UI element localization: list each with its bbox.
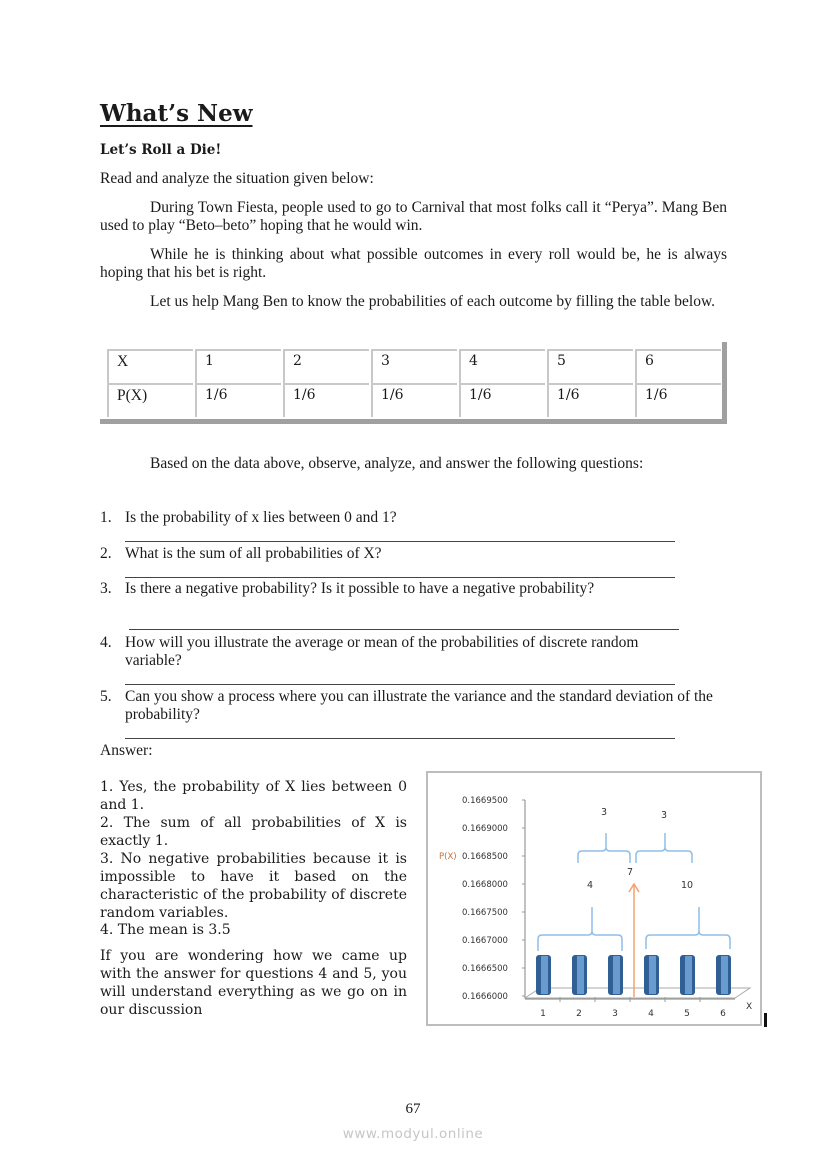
question-1: [100, 509, 730, 527]
question-text: Is there a negative probability? Is it possible to have a negative probability?: [125, 580, 595, 597]
y-tick: 0.1668000: [462, 880, 508, 890]
answer-blank-1[interactable]: [125, 541, 675, 542]
watermark: www.modyul.online: [342, 1126, 484, 1142]
answer-blank-2[interactable]: [125, 577, 675, 578]
y-axis-ticks: [462, 796, 508, 1002]
svg-text:5: 5: [684, 1009, 690, 1019]
table-cell: 1/6: [283, 383, 369, 417]
table-row-px: [107, 383, 723, 417]
table-cell: 4: [459, 349, 545, 383]
svg-text:2: 2: [576, 1009, 582, 1019]
activity-subtitle: Let’s Roll a Die!: [100, 142, 222, 158]
table-cell: 1/6: [635, 383, 721, 417]
paragraph-fiesta: During Town Fiesta, people used to go to Carnival that most folks call it “Perya”. Mang Ben used to play “Beto–beto” hoping that he would win.: [100, 199, 727, 234]
table-cell: 5: [547, 349, 633, 383]
svg-text:1: 1: [540, 1009, 546, 1019]
instruction-text: Based on the data above, observe, analyze, and answer the following questions:: [150, 455, 644, 472]
question-5: [100, 688, 730, 724]
svg-text:7: 7: [626, 867, 634, 878]
table-cell: P(X): [107, 383, 193, 417]
table-cell: 1: [195, 349, 281, 383]
svg-text:6: 6: [720, 1009, 726, 1019]
question-number: 5.: [100, 688, 112, 705]
answer-3: 3. No negative probabilities because it is impossible to have it based on the characteristic of the probability of discrete random variables.: [100, 851, 407, 921]
x-axis-ticks: [540, 1009, 726, 1019]
question-3: [100, 580, 600, 598]
y-tick: 0.1667500: [462, 908, 508, 918]
question-text: How will you illustrate the average or mean of the probabilities of discrete random variable?: [125, 634, 639, 669]
probability-chart: [426, 771, 762, 1026]
x-axis-label: X: [746, 1002, 753, 1012]
answer-blank-4[interactable]: [125, 684, 675, 685]
section-title: What’s New: [100, 100, 253, 127]
paragraph-help: Let us help Mang Ben to know the probabilities of each outcome by filling the table below.: [150, 293, 716, 310]
svg-text:3: 3: [600, 807, 608, 818]
question-number: 1.: [100, 509, 112, 526]
question-text: What is the sum of all probabilities of X?: [125, 545, 382, 562]
table-border-bottom: [100, 419, 727, 424]
mean-arrow-icon: [629, 884, 639, 997]
y-tick: 0.1666500: [462, 964, 508, 974]
question-4: [100, 634, 690, 670]
answer-blank-5[interactable]: [125, 738, 675, 739]
question-number: 4.: [100, 634, 112, 651]
y-tick: 0.1667000: [462, 936, 508, 946]
question-text: Can you show a process where you can illustrate the variance and the standard deviation of the probability?: [125, 688, 713, 723]
y-axis-label: P(X): [439, 852, 457, 862]
svg-text:4: 4: [648, 1009, 654, 1019]
y-tick: 0.1669500: [462, 796, 508, 806]
y-tick: 0.1669000: [462, 824, 508, 834]
answer-2: 2. The sum of all probabilities of X is exactly 1.: [100, 815, 407, 849]
y-tick: 0.1666000: [462, 992, 508, 1002]
intro-text: Read and analyze the situation given below:: [100, 170, 374, 187]
table-row-x: [107, 349, 723, 383]
question-2: [100, 545, 730, 563]
table-cell: 3: [371, 349, 457, 383]
table-cell: 1/6: [195, 383, 281, 417]
probability-table: [107, 349, 723, 417]
answer-1: 1. Yes, the probability of X lies between 0 and 1.: [100, 779, 407, 813]
annotation-labels: [587, 807, 693, 891]
closing-text: If you are wondering how we came up with the answer for questions 4 and 5, you will understand everything as we go on in our discussion: [100, 948, 407, 1018]
svg-text:4: 4: [586, 880, 594, 891]
table-cell: 1/6: [547, 383, 633, 417]
svg-text:10: 10: [680, 880, 694, 891]
answer-label: Answer:: [100, 742, 153, 759]
svg-text:3: 3: [660, 810, 668, 821]
table-cell: 6: [635, 349, 721, 383]
table-border-right: [722, 342, 727, 424]
svg-text:3: 3: [612, 1009, 618, 1019]
answer-4: 4. The mean is 3.5: [100, 922, 231, 938]
question-number: 3.: [100, 580, 112, 597]
table-cell: 1/6: [371, 383, 457, 417]
question-text: Is the probability of x lies between 0 and 1?: [125, 509, 397, 526]
y-tick: 0.1668500: [462, 852, 508, 862]
table-cell: 1/6: [459, 383, 545, 417]
table-cell: X: [107, 349, 193, 383]
question-number: 2.: [100, 545, 112, 562]
answer-blank-3[interactable]: [129, 629, 679, 630]
table-cell: 2: [283, 349, 369, 383]
text-cursor-mark: [764, 1013, 767, 1027]
paragraph-thinking: While he is thinking about what possible outcomes in every roll would be, he is always hoping that his bet is right.: [100, 246, 727, 281]
bar-chart-svg: [428, 773, 760, 1024]
page-number: 67: [405, 1101, 421, 1117]
